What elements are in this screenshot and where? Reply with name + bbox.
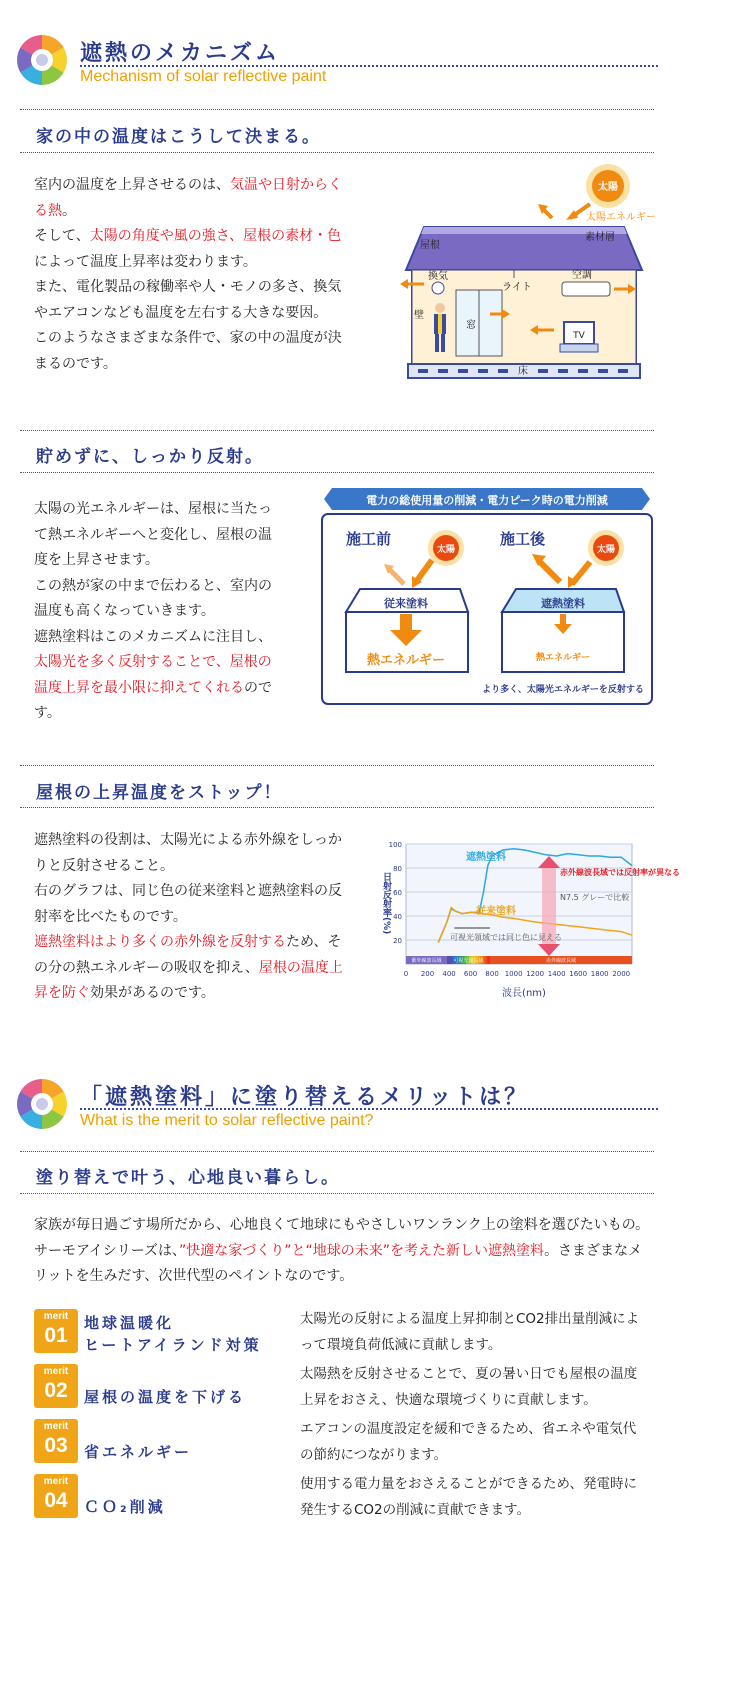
section-title-jp: 遮熱のメカニズム xyxy=(80,41,281,66)
divider xyxy=(20,472,654,473)
x-tick-label: 2000 xyxy=(612,970,631,978)
paragraph: 太陽の光エネルギーは、屋根に当たって熱エネルギーへと変化し、屋根の温度を上昇させます。 xyxy=(34,501,272,568)
tv-label: TV xyxy=(573,331,585,341)
subsection-heading: 塗り替えで叶う、心地良い暮らし。 xyxy=(36,1168,340,1188)
reflective-label: 遮熱塗料 xyxy=(541,597,585,610)
x-axis-label: 波長(nm) xyxy=(502,988,546,999)
text-run: サーモアイシリーズは、 xyxy=(34,1242,180,1259)
subsection-heading: 家の中の温度はこうして決まる。 xyxy=(36,127,321,147)
floor-label: 床 xyxy=(518,366,528,377)
divider xyxy=(20,109,654,110)
body-text xyxy=(34,828,352,1007)
vent-label: 換気 xyxy=(428,271,448,282)
merit-title-line: ヒートアイランド対策 xyxy=(84,1336,262,1354)
section-logo-1 xyxy=(16,34,68,86)
x-tick-label: 800 xyxy=(485,970,499,978)
chart-svg xyxy=(376,836,680,1006)
body-text xyxy=(34,173,344,377)
after-label: 施工後 xyxy=(500,530,546,548)
sun-label: 太陽 xyxy=(436,545,456,555)
merit-badge-label: merit xyxy=(43,1421,69,1432)
conventional-label: 従来塗料 xyxy=(384,597,428,610)
x-tick-label: 1600 xyxy=(569,970,588,978)
y-tick-label: 100 xyxy=(388,841,402,849)
section-title-rule xyxy=(80,1108,658,1110)
paragraph: この熱が家の中まで伝わると、室内の温度も高くなっていきます。 xyxy=(34,577,272,619)
before-label: 施工前 xyxy=(346,530,392,548)
x-tick-label: 400 xyxy=(442,970,456,978)
merit-badge-label: merit xyxy=(43,1366,69,1377)
x-tick-label: 600 xyxy=(463,970,478,978)
text-run: ため、その分の熱エネルギーの吸収を抑え、 xyxy=(34,934,342,976)
x-tick-label: 1200 xyxy=(526,970,545,978)
divider xyxy=(20,152,654,153)
material-label: 素材層 xyxy=(585,232,615,243)
window-label: 窓 xyxy=(466,320,476,331)
y-tick-label: 40 xyxy=(393,913,402,921)
plot-area xyxy=(406,844,632,964)
roof-label: 屋根 xyxy=(420,240,440,251)
text-run: 。 xyxy=(62,202,76,219)
band-label: 紫外線波長域 xyxy=(411,958,442,964)
divider xyxy=(20,1151,654,1152)
merit-title-line: 地球温暖化 xyxy=(84,1314,175,1332)
y-tick-label: 80 xyxy=(393,865,402,873)
merit-badge-number: 03 xyxy=(44,1434,68,1457)
highlight-text: 遮熱塗料はより多くの赤外線を反射する xyxy=(34,934,286,950)
section-title-rule xyxy=(80,65,658,67)
text-run: 遮熱塗料はこのメカニズムに注目し、 xyxy=(34,628,272,645)
merit-description: 太陽熱を反射させることで、夏の暑い日でも屋根の温度上昇をおさえ、快適な環境づくりに貢献します。 xyxy=(300,1366,638,1408)
highlight-text: 太陽光を多く反射することで、屋根の温度上昇を最小限に抑えてくれる xyxy=(34,654,272,696)
y-axis-label: 日射反射率(%) xyxy=(381,872,391,935)
section-logo-2 xyxy=(16,1078,68,1130)
x-tick-label: 1000 xyxy=(504,970,523,978)
text-run: によって温度上昇率は変わります。 xyxy=(34,253,257,270)
heat-energy-small: 熱エネルギー xyxy=(535,653,591,663)
text-run: のです。 xyxy=(34,679,272,721)
merit-badge-label: merit xyxy=(43,1476,69,1487)
merit-badge-number: 02 xyxy=(44,1379,68,1402)
paragraph xyxy=(34,224,344,275)
section-title-en: Mechanism of solar reflective paint xyxy=(80,68,327,85)
merit-title xyxy=(84,1312,262,1356)
light-label: ライト xyxy=(502,282,532,293)
merit-badge xyxy=(34,1309,78,1353)
annotation-visible: 可視光領域では同じ色に見える xyxy=(450,933,562,942)
series-label: 遮熱塗料 xyxy=(466,852,506,863)
heat-energy-big: 熱エネルギー xyxy=(366,653,446,668)
x-tick-label: 200 xyxy=(420,970,435,978)
reflect-note: より多く、太陽光エネルギーを反射する xyxy=(482,685,644,695)
merit-description: 使用する電力量をおさえることができるため、発電時に発生するCO2の削減に貢献できます。 xyxy=(300,1476,637,1518)
merit-description: 太陽光の反射による温度上昇抑制とCO2排出量削減によって環境負荷低減に貢献します。 xyxy=(300,1311,640,1353)
highlight-text: 太陽の角度や風の強さ、屋根の素材・色 xyxy=(89,228,342,244)
sun-energy-label: 太陽エネルギー xyxy=(586,212,656,223)
band-label: 可視光波長域 xyxy=(453,958,484,964)
wall-label: 壁 xyxy=(414,310,424,321)
sun-label: 太陽 xyxy=(596,545,616,555)
merit-badge xyxy=(34,1474,78,1518)
merit-description: エアコンの温度設定を緩和できるため、省エネや電気代の節約につながります。 xyxy=(300,1421,637,1463)
merit-badge xyxy=(34,1419,78,1463)
section-title-en: What is the merit to solar reflective paint? xyxy=(80,1112,374,1129)
comparison-figure xyxy=(320,484,654,706)
merit-badge xyxy=(34,1364,78,1408)
text-run: 。さまざまなメリットを生みだす、次世代型のペイントなのです。 xyxy=(34,1242,643,1284)
color-wheel-icon xyxy=(16,34,68,86)
paragraph: 家族が毎日過ごす場所だから、心地良くて地球にもやさしいワンランク上の塗料を選びたいもの。 xyxy=(34,1217,650,1233)
merit-title xyxy=(84,1386,246,1408)
highlight-text: 気温や日射からくる熱 xyxy=(34,177,342,219)
aircon-label: 空調 xyxy=(572,270,592,281)
body-text xyxy=(34,497,284,727)
merit-badge-number: 01 xyxy=(44,1324,68,1347)
body-text xyxy=(34,1213,654,1290)
house-illustration xyxy=(394,162,660,384)
text-run: そして、 xyxy=(34,228,90,244)
highlight-text: 屋根の温度上昇を防ぐ xyxy=(34,959,343,1001)
divider xyxy=(20,430,654,431)
banner-text: 電力の総使用量の削減・電力ピーク時の電力削減 xyxy=(366,494,608,507)
reflectance-chart xyxy=(376,836,680,1006)
annotation-ir: 赤外線波長域では反射率が異なる xyxy=(560,868,680,877)
paragraph xyxy=(34,930,352,1007)
subsection-heading: 貯めずに、しっかり反射。 xyxy=(36,447,264,467)
section-title-jp: 「遮熱塗料」に塗り替えるメリットは？ xyxy=(80,1085,530,1110)
merit-badge-number: 04 xyxy=(44,1489,68,1512)
y-tick-label: 20 xyxy=(393,937,402,945)
divider xyxy=(20,1193,654,1194)
merit-badge-label: merit xyxy=(43,1311,69,1322)
merit-title-line: ＣＯ₂削減 xyxy=(84,1498,166,1516)
x-tick-label: 1400 xyxy=(547,970,566,978)
series-label: 従来塗料 xyxy=(476,906,516,917)
subsection-heading: 屋根の上昇温度をストップ！ xyxy=(36,783,283,803)
paragraph: 遮熱塗料の役割は、太陽光による赤外線をしっかりと反射させること。 xyxy=(34,832,342,874)
sun-label: 太陽 xyxy=(598,182,618,193)
y-tick-label: 60 xyxy=(393,889,402,897)
merit-title xyxy=(84,1496,166,1518)
paragraph xyxy=(34,173,344,224)
paragraph: このようなさまざまな条件で、家の中の温度が決まるのです。 xyxy=(34,330,342,372)
paragraph xyxy=(34,625,284,727)
x-tick-label: 1800 xyxy=(590,970,609,978)
paragraph: また、電化製品の稼働率や人・モノの多さ、換気やエアコンなども温度を左右する大きな要因。 xyxy=(34,279,342,321)
color-wheel-icon xyxy=(16,1078,68,1130)
merit-title-line: 屋根の温度を下げる xyxy=(84,1388,247,1406)
paragraph xyxy=(34,1239,654,1290)
x-tick-label: 0 xyxy=(403,970,409,978)
divider xyxy=(20,807,654,808)
text-run: 効果があるのです。 xyxy=(90,985,215,1001)
band-label: 赤外線波長域 xyxy=(545,958,576,964)
paragraph: 右のグラフは、同じ色の従来塗料と遮熱塗料の反射率を比べたものです。 xyxy=(34,883,342,925)
text-run: 室内の温度を上昇させるのは、 xyxy=(34,177,230,193)
annotation-n75: N7.5 グレーで比較 xyxy=(560,893,630,902)
divider xyxy=(20,765,654,766)
merit-title xyxy=(84,1441,192,1463)
highlight-text: ”快適な家づくり”と“地球の未来”を考えた新しい遮熱塗料 xyxy=(179,1242,545,1259)
merit-title-line: 省エネルギー xyxy=(84,1443,193,1461)
